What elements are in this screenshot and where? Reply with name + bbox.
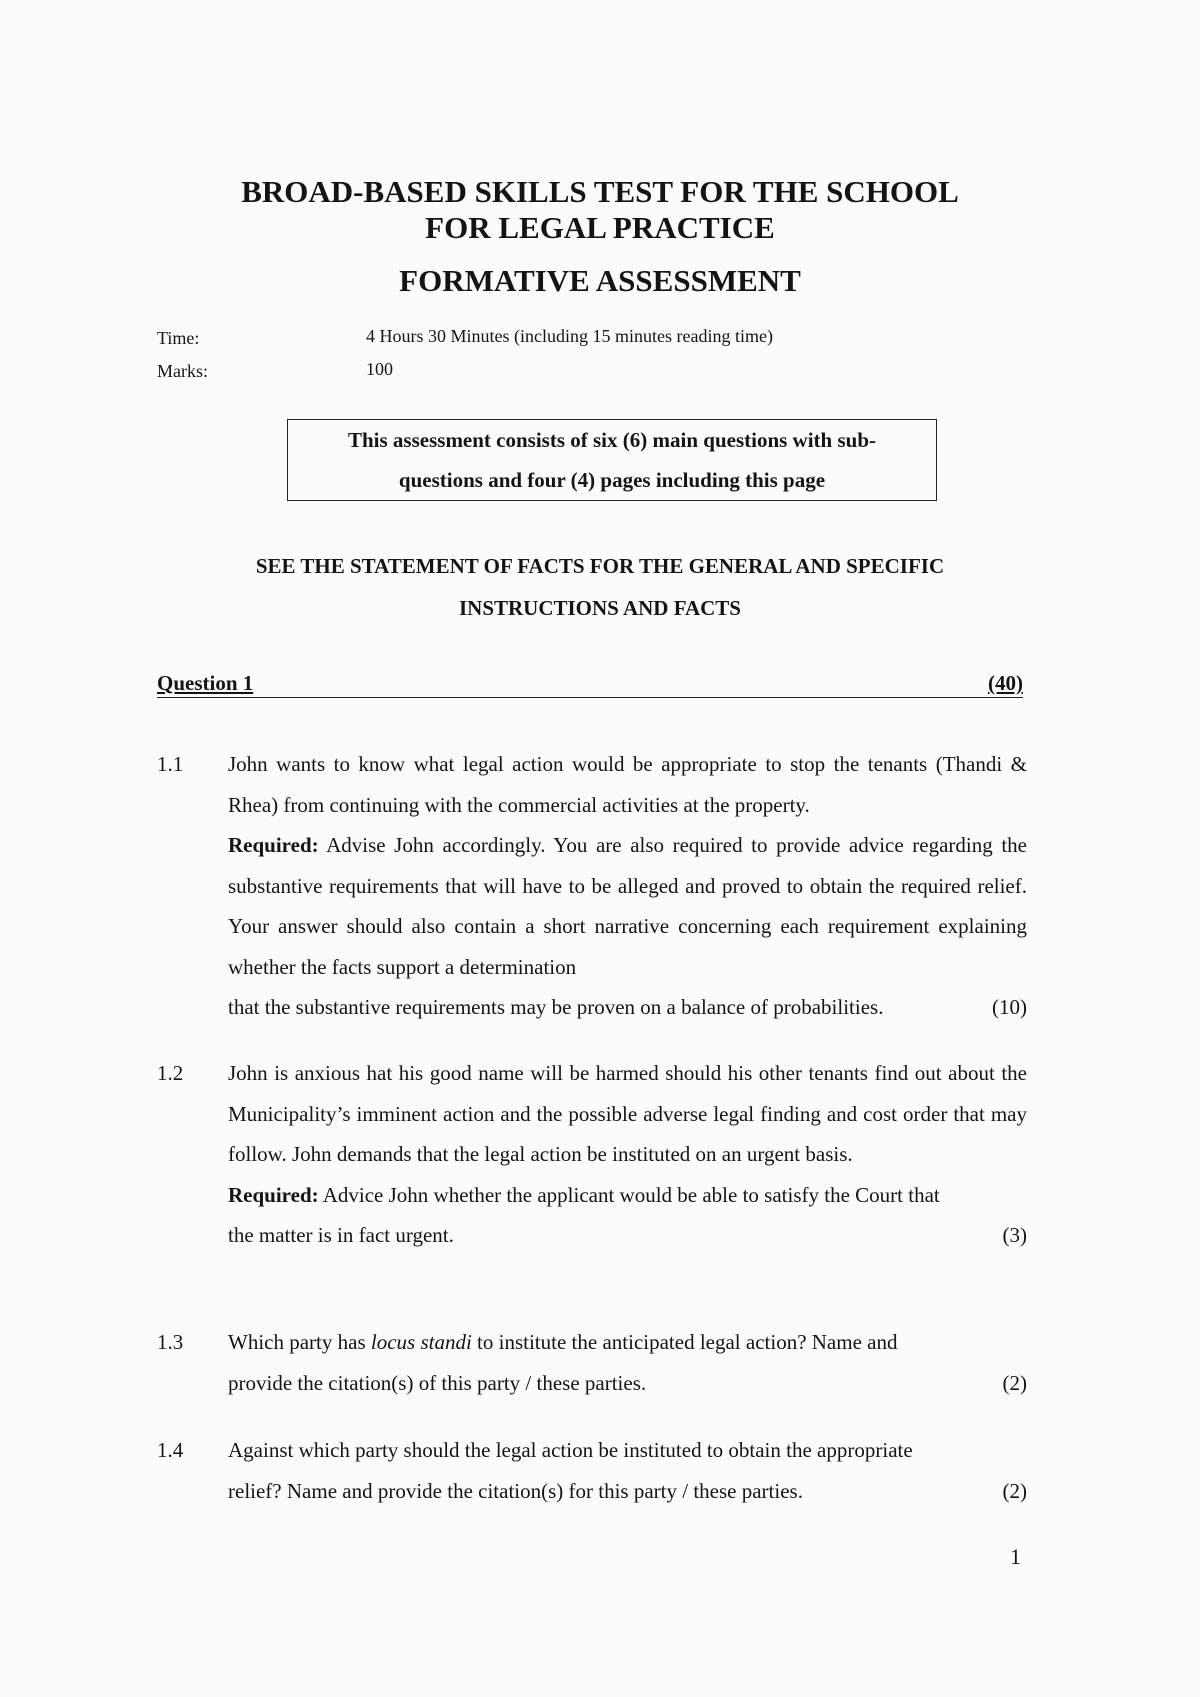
item-text-before: Which party has	[228, 1330, 366, 1354]
item-marks: (2)	[1002, 1370, 1027, 1395]
question-title: Question 1	[157, 671, 254, 695]
item-last-row	[228, 987, 1027, 1028]
item-number: 1.1	[157, 752, 184, 776]
assessment-subtitle: FORMATIVE ASSESSMENT	[399, 263, 801, 298]
item-text-after: to institute the anticipated legal action? Name and	[477, 1330, 898, 1354]
item-marks: (2)	[1002, 1478, 1027, 1503]
item-last-line: that the substantive requirements may be proven on a balance of probabilities.	[228, 995, 884, 1019]
item-last-line: relief? Name and provide the citation(s) for this party / these parties.	[228, 1478, 803, 1503]
item-last-line: provide the citation(s) of this party / these parties.	[228, 1370, 647, 1395]
time-label: Time:	[157, 328, 200, 348]
item-last-row	[228, 1363, 1027, 1404]
notice-box	[287, 419, 937, 501]
item-number: 1.2	[157, 1061, 184, 1085]
item-text: John is anxious hat his good name will be harmed should his other tenants find out about the Municipality’s imminent action and the possible adverse legal finding and cost order that may follow. John demands that the legal action be instituted on an urgent basis.	[228, 1061, 1027, 1166]
item-number: 1.4	[157, 1438, 184, 1462]
item-required	[228, 1175, 1027, 1216]
item-required	[228, 825, 1027, 987]
item-text	[228, 1322, 1027, 1363]
instructions-line-1: SEE THE STATEMENT OF FACTS FOR THE GENERAL AND SPECIFIC	[255, 554, 945, 578]
title-line-2: FOR LEGAL PRACTICE	[425, 210, 775, 245]
page-number: 1	[1010, 1544, 1021, 1569]
item-text-italic: locus standi	[370, 1330, 472, 1354]
item-body	[228, 1430, 1027, 1511]
question-heading	[157, 669, 1023, 698]
item-marks: (10)	[992, 995, 1027, 1019]
time-value: 4 Hours 30 Minutes (including 15 minutes reading time)	[366, 326, 773, 346]
item-last-row	[228, 1471, 1027, 1512]
item-marks: (3)	[1002, 1223, 1027, 1247]
title-line-1: BROAD-BASED SKILLS TEST FOR THE SCHOOL	[241, 174, 959, 209]
required-label: Required:	[228, 1182, 319, 1207]
required-text: Advise John accordingly. You are also required to provide advice regarding the substantive requirements that will have to be alleged and proved to obtain the required relief. Your answer should also contain a short narrative concerning each requirement explaining whether the facts support a determination	[228, 833, 1027, 979]
item-body	[228, 1322, 1027, 1403]
item-text: John wants to know what legal action would be appropriate to stop the tenants (Thandi & Rhea) from continuing with the commercial activities at the property.	[228, 752, 1027, 817]
item-body	[228, 744, 1027, 1028]
notice-line-2: questions and four (4) pages including this page	[398, 468, 826, 492]
instructions-line-2: INSTRUCTIONS AND FACTS	[458, 596, 741, 620]
marks-value: 100	[366, 359, 393, 379]
item-body	[228, 1053, 1027, 1256]
item-last-line: the matter is in fact urgent.	[228, 1223, 454, 1247]
item-number: 1.3	[157, 1330, 184, 1354]
item-last-row	[228, 1215, 1027, 1256]
required-label: Required:	[228, 833, 319, 857]
notice-line-1: This assessment consists of six (6) main questions with sub-	[347, 428, 876, 452]
required-text: Advice John whether the applicant would be able to satisfy the Court that	[322, 1182, 940, 1207]
item-text: Against which party should the legal action be instituted to obtain the appropriate	[228, 1438, 913, 1462]
marks-label: Marks:	[157, 361, 208, 381]
question-total-marks: (40)	[988, 671, 1023, 695]
